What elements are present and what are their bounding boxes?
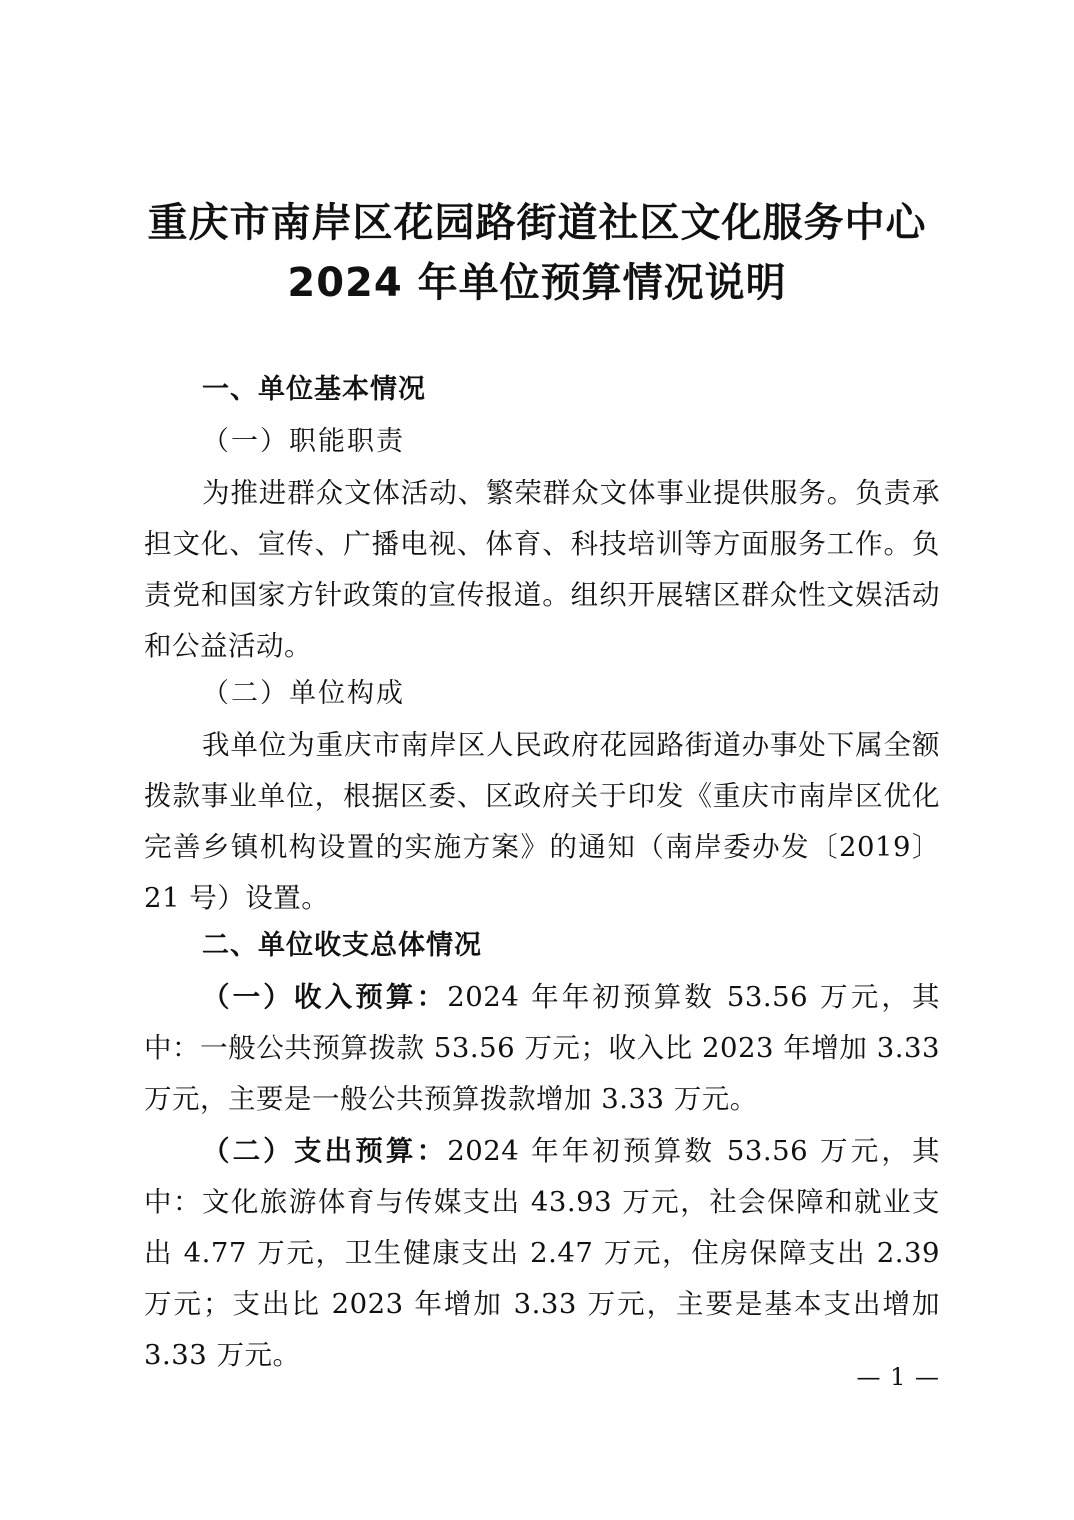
subheading-functions: （一）职能职责 xyxy=(202,426,405,457)
page-number: — 1 — xyxy=(856,1363,940,1391)
document-title-line-1: 重庆市南岸区花园路街道社区文化服务中心 xyxy=(147,200,927,246)
paragraph-income-budget xyxy=(144,972,940,1125)
expenditure-budget-label: （二）支出预算： xyxy=(202,1135,448,1167)
document-title-line-2: 2024 年单位预算情况说明 xyxy=(287,260,787,306)
expenditure-budget-text: 2024 年年初预算数 53.56 万元，其中：文化旅游体育与传媒支出 43.93 万元，社会保障和就业支出 4.77 万元，卫生健康支出 2.47 万元，住房保障支出 2.39 万元；支出比 2023 年增加 3.33 万元，主要是基本支出增加 3.33 万元。 xyxy=(144,1135,941,1371)
income-budget-text: 2024 年年初预算数 53.56 万元，其中：一般公共预算拨款 53.56 万元；收入比 2023 年增加 3.33 万元，主要是一般公共预算拨款增加 3.33 万元。 xyxy=(144,981,941,1115)
section-heading-overall-budget: 二、单位收支总体情况 xyxy=(202,930,482,961)
paragraph-expenditure-budget xyxy=(144,1126,940,1381)
section-heading-basic-info: 一、单位基本情况 xyxy=(202,374,426,405)
paragraph-composition: 我单位为重庆市南岸区人民政府花园路街道办事处下属全额拨款事业单位，根据区委、区政府关于印发《重庆市南岸区优化完善乡镇机构设置的实施方案》的通知（南岸委办发〔2019〕21 号）设置。 xyxy=(144,729,940,914)
income-budget-label: （一）收入预算： xyxy=(202,981,448,1013)
paragraph-functions: 为推进群众文体活动、繁荣群众文体事业提供服务。负责承担文化、宣传、广播电视、体育、科技培训等方面服务工作。负责党和国家方针政策的宣传报道。组织开展辖区群众性文娱活动和公益活动。 xyxy=(144,477,940,662)
subheading-composition: （二）单位构成 xyxy=(202,678,405,709)
